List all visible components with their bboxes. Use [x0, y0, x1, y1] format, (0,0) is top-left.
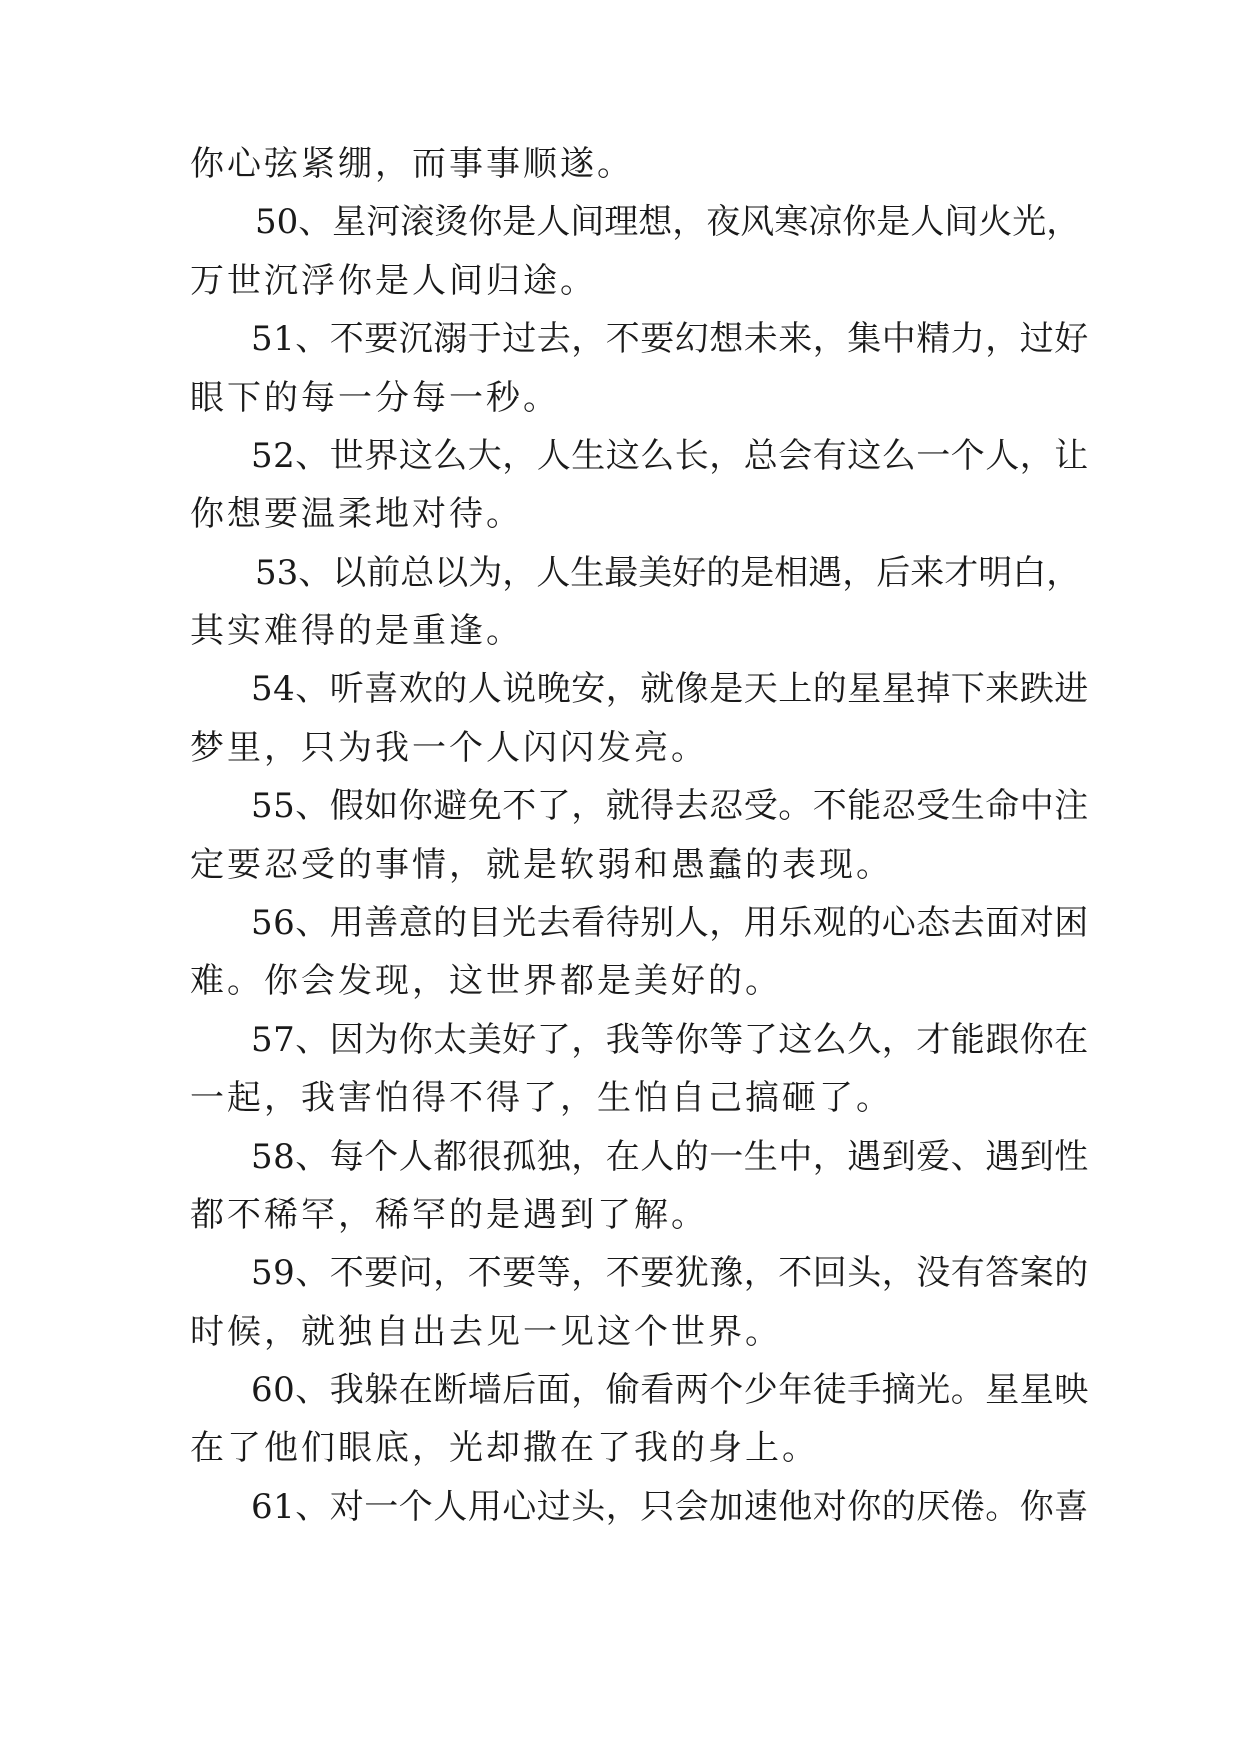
text-line: 50、星河滚烫你是人间理想，夜风寒凉你是人间火光，	[255, 202, 1081, 242]
text-line: 51、不要沉溺于过去，不要幻想未来，集中精力，过好	[251, 319, 1089, 359]
text-line: 52、世界这么大，人生这么长，总会有这么一个人，让	[251, 436, 1089, 476]
text-line: 其实难得的是重逢。	[190, 611, 523, 651]
text-line: 眼下的每一分每一秒。	[190, 378, 560, 418]
text-line: 难。你会发现，这世界都是美好的。	[190, 961, 782, 1001]
text-line: 梦里，只为我一个人闪闪发亮。	[190, 728, 708, 768]
text-line: 定要忍受的事情，就是软弱和愚蠢的表现。	[190, 845, 893, 885]
text-line: 一起，我害怕得不得了，生怕自己搞砸了。	[190, 1078, 893, 1118]
text-line: 时候，就独自出去见一见这个世界。	[190, 1312, 782, 1352]
text-line: 59、不要问，不要等，不要犹豫，不回头，没有答案的	[251, 1253, 1089, 1293]
text-line: 55、假如你避免不了，就得去忍受。不能忍受生命中注	[251, 786, 1089, 826]
text-line: 在了他们眼底，光却撒在了我的身上。	[190, 1428, 819, 1468]
text-line: 都不稀罕，稀罕的是遇到了解。	[190, 1195, 708, 1235]
text-line: 61、对一个人用心过头，只会加速他对你的厌倦。你喜	[251, 1487, 1089, 1527]
text-line: 53、以前总以为，人生最美好的是相遇，后来才明白，	[255, 553, 1081, 593]
text-line: 54、听喜欢的人说晚安，就像是天上的星星掉下来跌进	[251, 669, 1089, 709]
text-line: 56、用善意的目光去看待别人，用乐观的心态去面对困	[251, 903, 1089, 943]
text-line: 60、我躲在断墙后面，偷看两个少年徒手摘光。星星映	[251, 1370, 1089, 1410]
text-line: 你心弦紧绷，而事事顺遂。	[190, 144, 634, 184]
text-line: 58、每个人都很孤独，在人的一生中，遇到爱、遇到性	[251, 1137, 1089, 1177]
text-line: 你想要温柔地对待。	[190, 494, 523, 534]
text-line: 万世沉浮你是人间归途。	[190, 261, 597, 301]
text-line: 57、因为你太美好了，我等你等了这么久，才能跟你在	[251, 1020, 1089, 1060]
